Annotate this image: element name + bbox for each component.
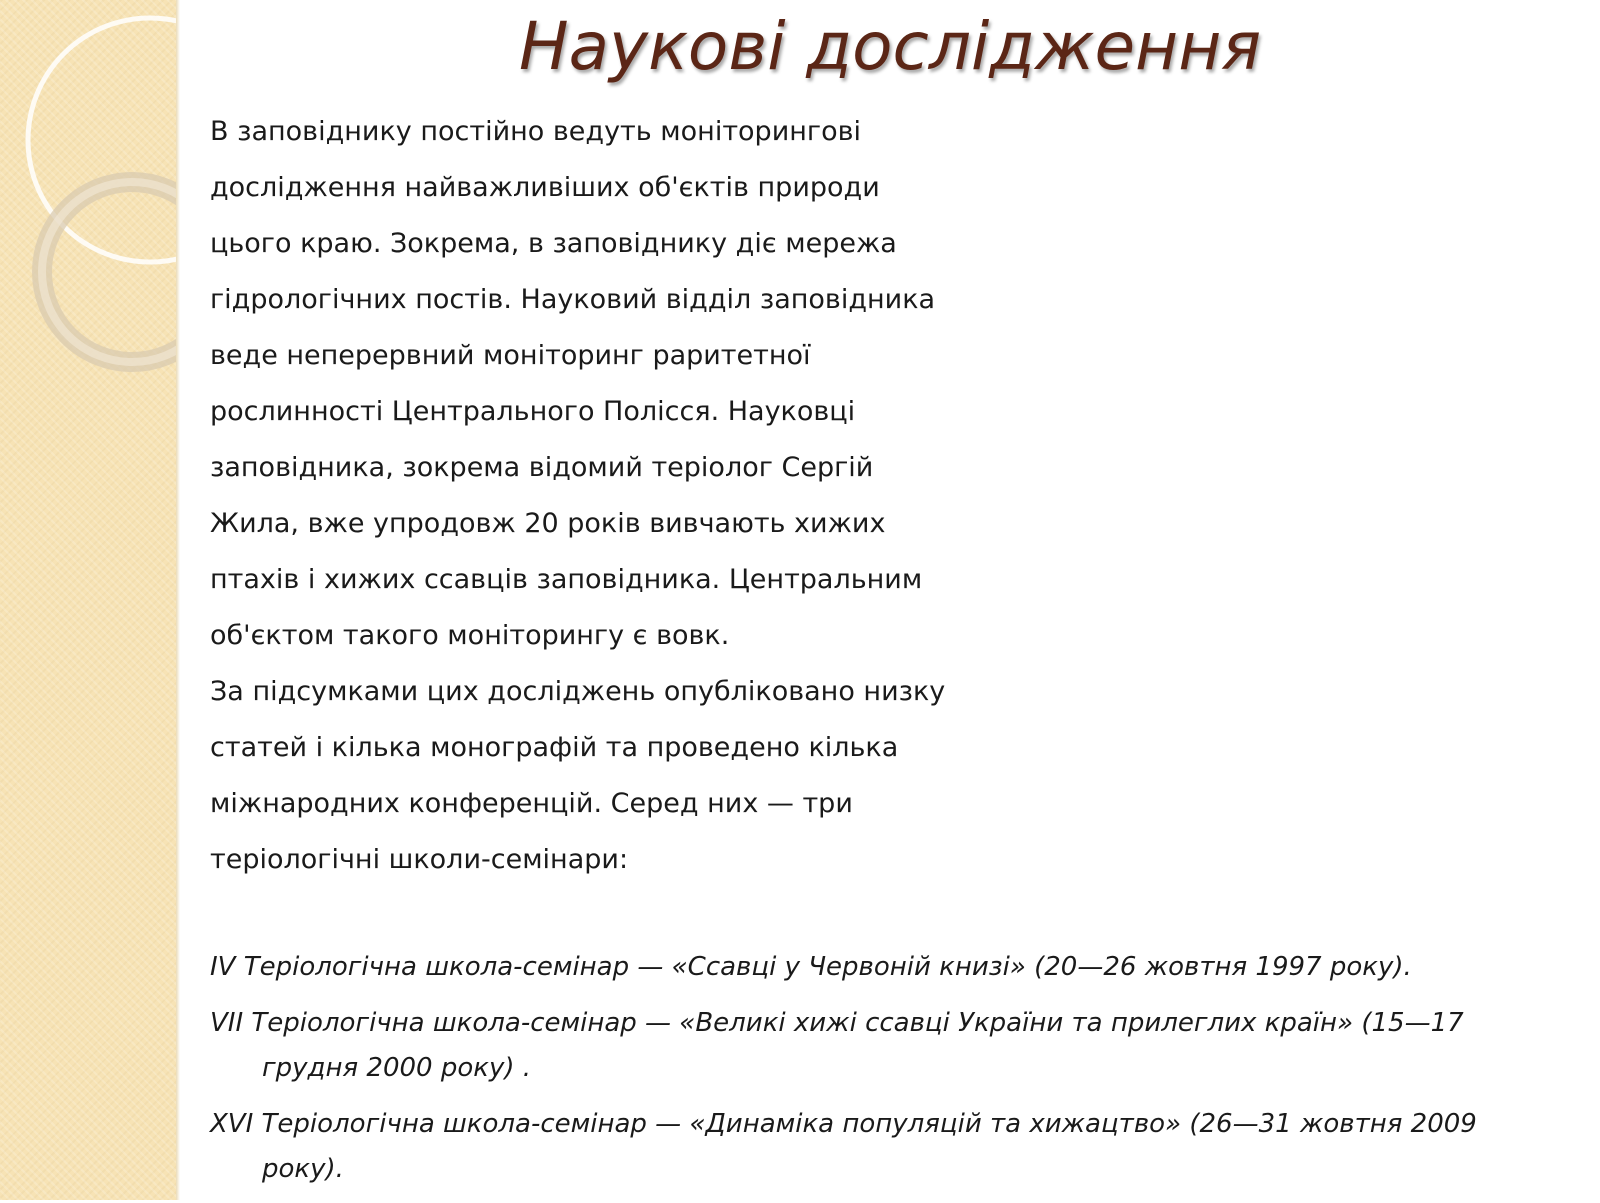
seminar-item: IV Теріологічна школа-семінар — «Ссавці у Червоній книзі» (20—26 жовтня 1997 року). [210, 952, 1412, 982]
paragraph-line: міжнародних конференцій. Серед них — три [210, 788, 853, 819]
band-divider [176, 0, 180, 1200]
medium-ring-highlight [42, 182, 178, 362]
paragraph-line: об'єктом такого моніторингу є вовк. [210, 620, 730, 651]
decorative-rings [0, 0, 178, 420]
page-title: Наукові дослідження [518, 8, 1262, 85]
paragraph-line: За підсумками цих досліджень опубліковано низку [210, 676, 946, 707]
decorative-side-band [0, 0, 178, 1200]
paragraph-line: Жила, вже упродовж 20 років вивчають хижих [210, 508, 886, 539]
paragraph-line: птахів і хижих ссавців заповідника. Центральним [210, 564, 923, 595]
seminar-list [210, 945, 1540, 1203]
paragraph-line: дослідження найважливіших об'єктів природи [210, 172, 880, 203]
paragraph-line: статей і кілька монографій та проведено кілька [210, 732, 899, 763]
paragraph-line: теріологічні школи-семінари: [210, 844, 629, 875]
paragraph-line: гідрологічних постів. Науковий відділ заповідника [210, 284, 936, 315]
seminar-item: VII Теріологічна школа-семінар — «Великі хижі ссавці України та прилеглих країн» (15—17 грудня 2000 року) . [210, 1008, 1464, 1083]
paragraph-line: веде неперервний моніторинг раритетної [210, 340, 811, 371]
paragraph-line: заповідника, зокрема відомий теріолог Сергій [210, 452, 874, 483]
paragraph-line: цього краю. Зокрема, в заповіднику діє мережа [210, 228, 897, 259]
paragraph-line: рослинності Центрального Полісся. Науковці [210, 396, 856, 427]
main-paragraph [210, 104, 1010, 888]
paragraph-line: В заповіднику постійно ведуть моніторингові [210, 116, 862, 147]
seminar-item: XVI Теріологічна школа-семінар — «Динаміка популяцій та хижацтво» (26—31 жовтня 2009 року). [210, 1109, 1477, 1184]
